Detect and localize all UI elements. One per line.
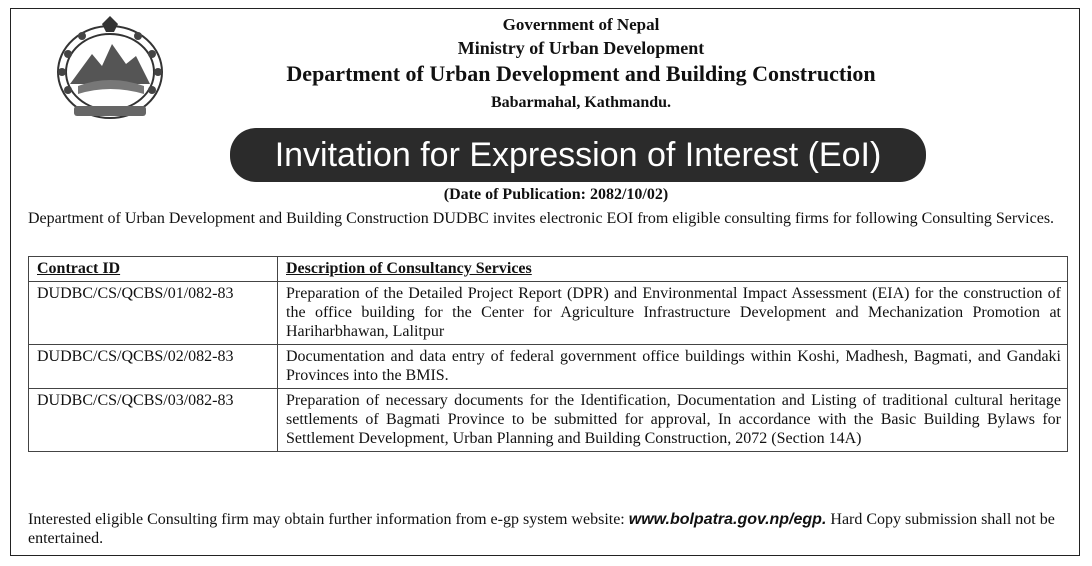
contract-id-cell: DUDBC/CS/QCBS/02/082-83 <box>29 345 278 389</box>
description-cell: Documentation and data entry of federal government office buildings within Koshi, Madhesh, Bagmati, and Gandaki Provinces into the BMIS. <box>278 345 1068 389</box>
contract-id-header: Contract ID <box>29 257 278 282</box>
document-header <box>0 14 1092 114</box>
government-name: Government of Nepal <box>502 15 660 34</box>
contract-id-cell: DUDBC/CS/QCBS/03/082-83 <box>29 389 278 452</box>
table-row <box>29 345 1068 389</box>
department-name: Department of Urban Development and Building Construction <box>286 61 876 86</box>
table-row <box>29 389 1068 452</box>
department-address: Babarmahal, Kathmandu. <box>490 94 672 111</box>
ministry-name: Ministry of Urban Development <box>457 38 705 58</box>
intro-paragraph: Department of Urban Development and Building Construction DUDBC invites electronic EOI from eligible consulting firms for following Consulting Services. <box>28 210 1055 227</box>
description-header: Description of Consultancy Services <box>278 257 1068 282</box>
footer-note <box>28 510 1068 548</box>
consultancy-table <box>28 256 1068 452</box>
eoi-title-banner: Invitation for Expression of Interest (EoI) <box>230 128 926 182</box>
contract-id-cell: DUDBC/CS/QCBS/01/082-83 <box>29 282 278 345</box>
description-cell: Preparation of the Detailed Project Report (DPR) and Environmental Impact Assessment (EIA) for the construction of the office building for the Center for Agriculture Infrastructure Development and Mechanization Promotion at Hariharbhawan, Lalitpur <box>278 282 1068 345</box>
table-header-row <box>29 257 1068 282</box>
footer-text-after: Hard Copy submission shall not be entertained. <box>28 511 1055 547</box>
egp-website-link[interactable]: www.bolpatra.gov.np/egp. <box>628 511 827 528</box>
footer-text-before: Interested eligible Consulting firm may obtain further information from e-gp system website: <box>28 511 629 528</box>
table-row <box>29 282 1068 345</box>
description-cell: Preparation of necessary documents for the Identification, Documentation and Listing of traditional cultural heritage settlements of Bagmati Province to be submitted for approval, In accordance with the Basic Building Bylaws for Settlement Development, Urban Planning and Building Construction, 2072 (Section 14A) <box>278 389 1068 452</box>
publication-date: (Date of Publication: 2082/10/02) <box>443 186 669 203</box>
